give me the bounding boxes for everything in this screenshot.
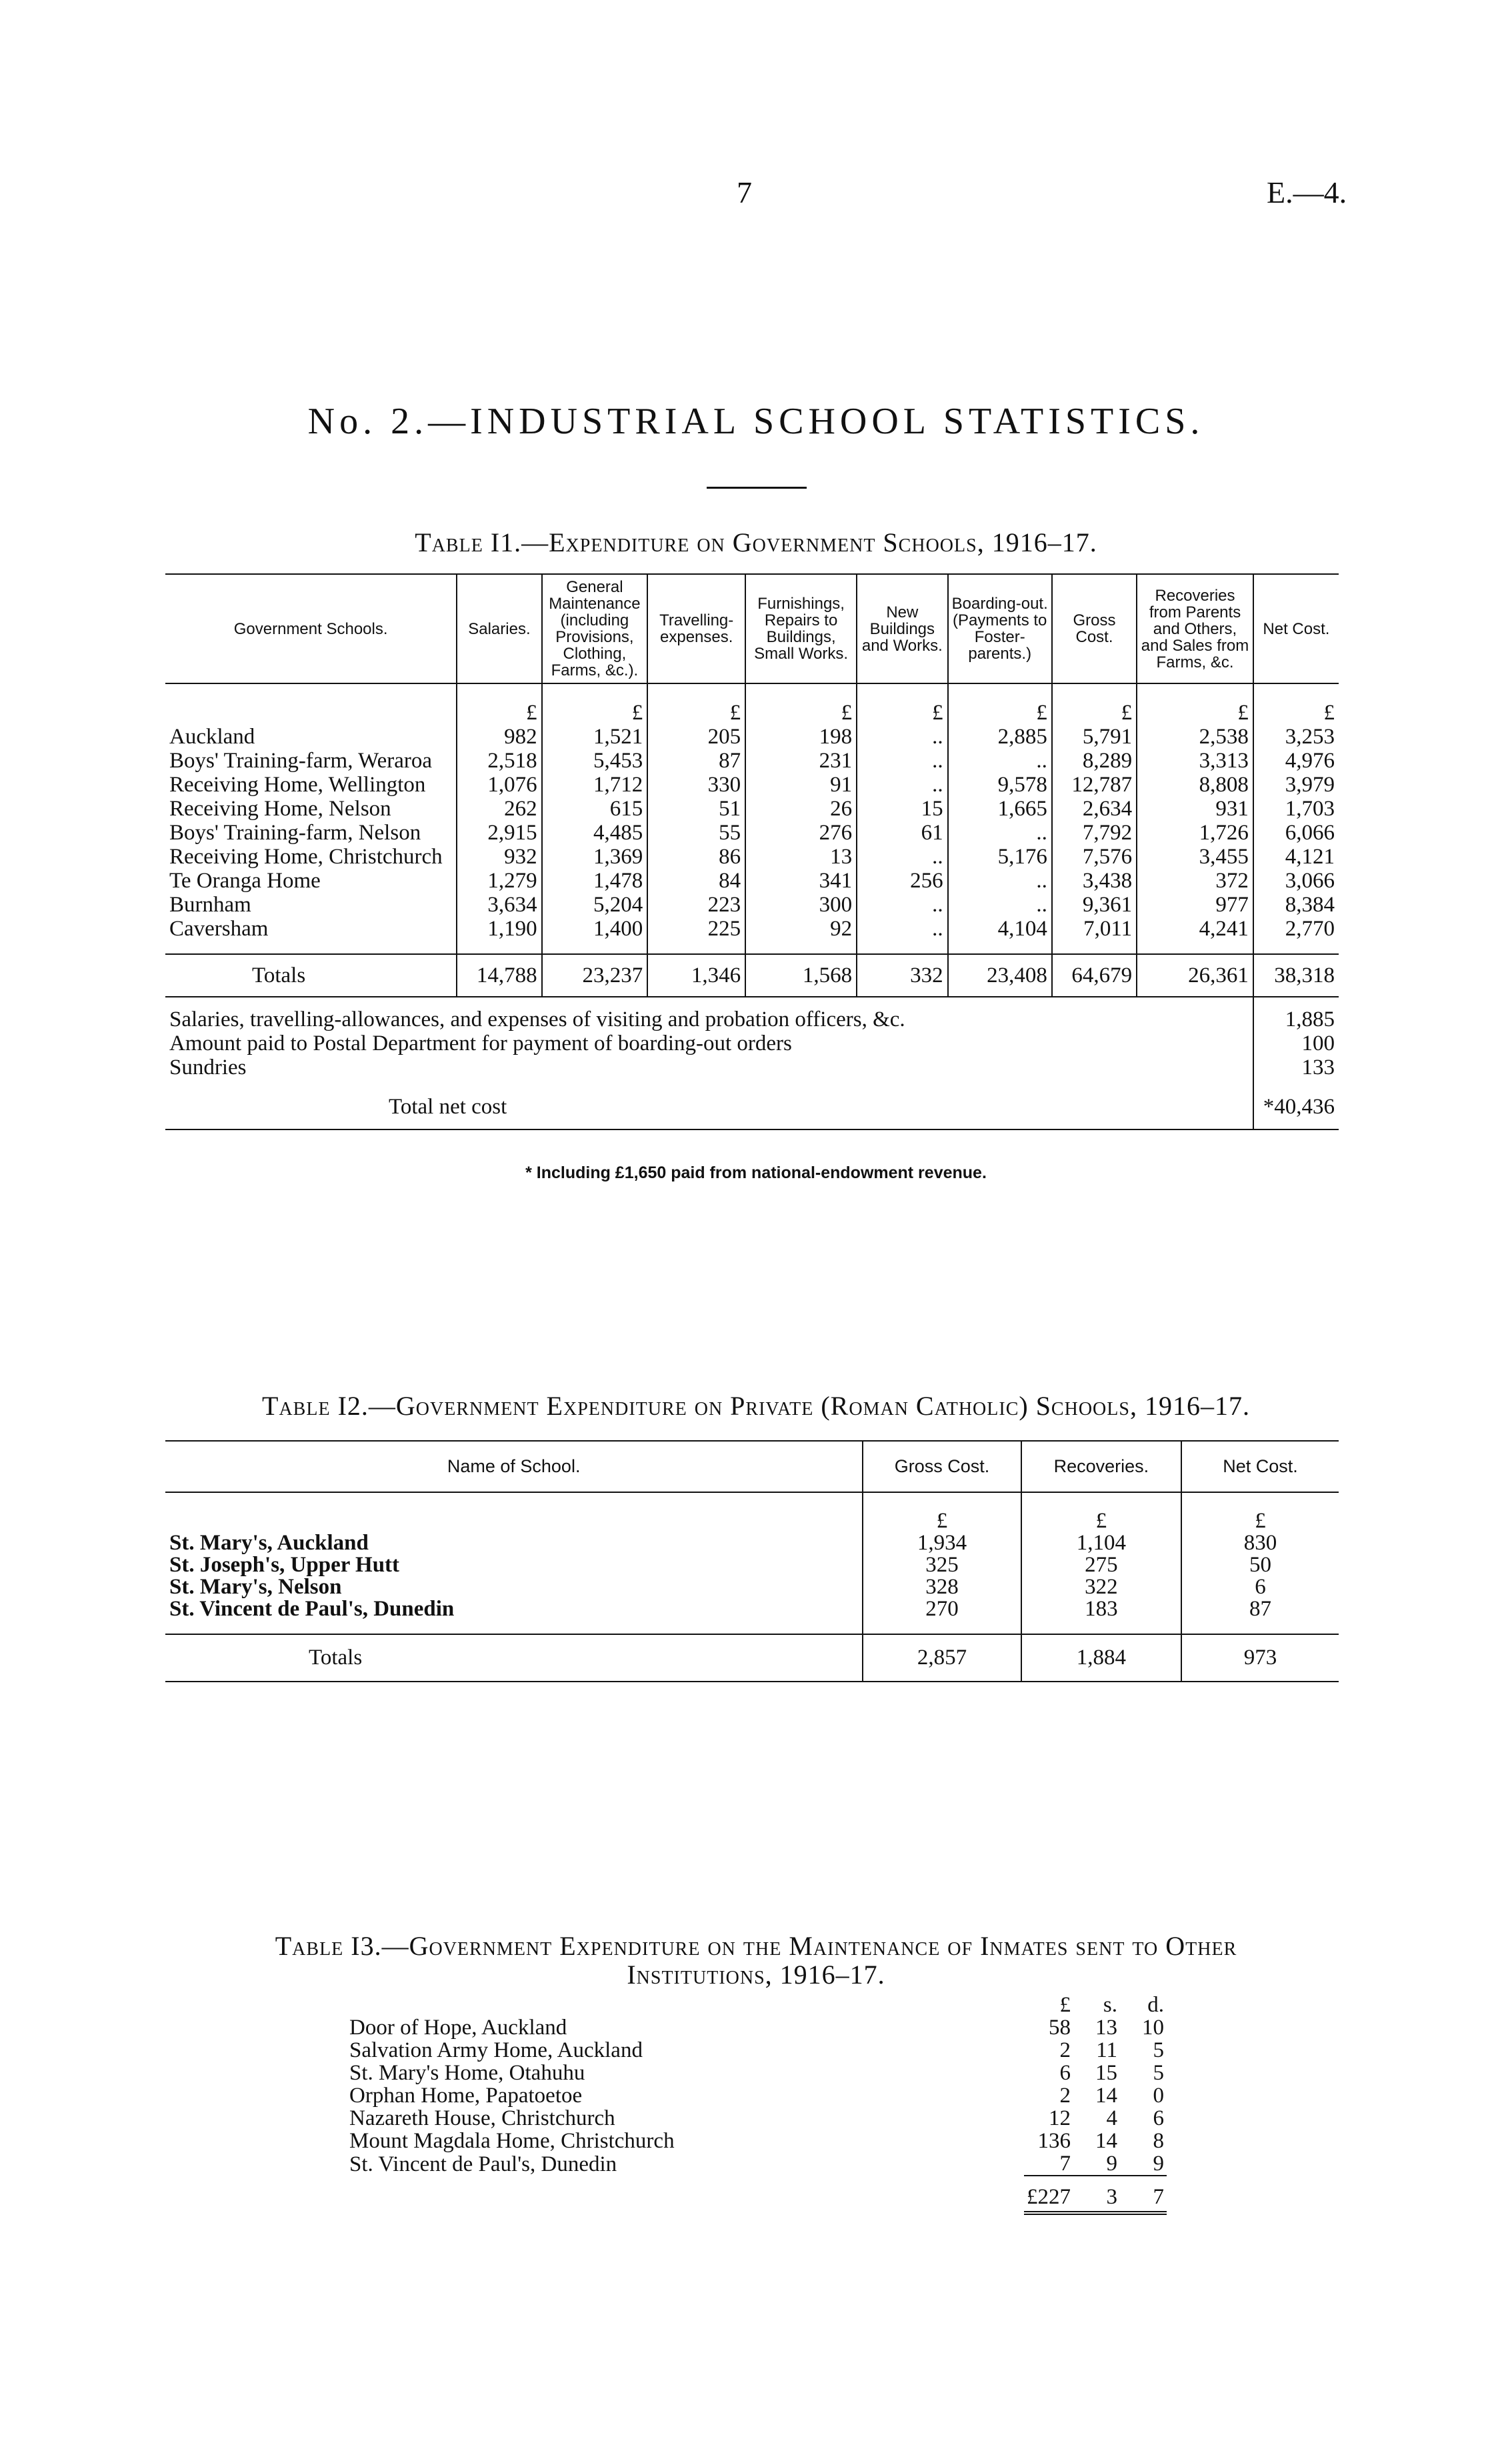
- col-header: New Buildings and Works.: [857, 574, 948, 683]
- table-row: [165, 845, 1339, 869]
- col-header: Boarding-out. (Payments to Foster-parents.): [948, 574, 1052, 683]
- school-name: St. Mary's, Auckland: [169, 1531, 369, 1555]
- cell: 2,915: [457, 821, 541, 845]
- unit-label: £: [457, 683, 541, 725]
- cell: ..: [948, 821, 1052, 845]
- table12: [165, 1440, 1339, 1682]
- table-row: [165, 725, 1339, 749]
- cell: 332: [857, 954, 948, 997]
- school-name: Boys' Training-farm, Weraroa: [169, 749, 433, 773]
- cell: 14: [1095, 2084, 1117, 2108]
- cell: 1,884: [1021, 1634, 1181, 1682]
- school-name: Receiving Home, Nelson: [169, 797, 391, 821]
- cell: 7,011: [1052, 917, 1137, 954]
- cell: 8,384: [1253, 893, 1339, 917]
- cell: 10: [1142, 2016, 1164, 2040]
- extra-row: [165, 1031, 1339, 1055]
- cell: 3,634: [457, 893, 541, 917]
- cell: £227: [1024, 2176, 1073, 2213]
- cell: 270: [863, 1598, 1021, 1634]
- unit-label: £: [948, 683, 1052, 725]
- table-row: [347, 2039, 1167, 2062]
- cell: 51: [647, 797, 745, 821]
- cell: 322: [1021, 1576, 1181, 1598]
- cell: 1,478: [542, 869, 648, 893]
- school-name: Receiving Home, Christchurch: [169, 845, 443, 869]
- cell: 1,104: [1021, 1532, 1181, 1554]
- cell: 2,885: [948, 725, 1052, 749]
- cell: ..: [948, 893, 1052, 917]
- unit-label: £: [1021, 1492, 1181, 1532]
- cell: 2,538: [1137, 725, 1253, 749]
- cell: 8: [1153, 2129, 1164, 2153]
- cell: 26: [745, 797, 857, 821]
- cell: 4: [1106, 2106, 1117, 2130]
- extra-label: Salaries, travelling-allowances, and expenses of visiting and probation officers, &c.: [169, 1007, 905, 1031]
- school-name: Receiving Home, Wellington: [169, 773, 426, 797]
- cell: 223: [647, 893, 745, 917]
- cell: 275: [1021, 1554, 1181, 1576]
- cell: 4,121: [1253, 845, 1339, 869]
- col-header: Gross Cost.: [863, 1441, 1021, 1492]
- cell: 2: [1059, 2084, 1071, 2108]
- cell: 136: [1037, 2129, 1071, 2153]
- totals-row: [165, 954, 1339, 997]
- totals-row: [165, 1634, 1339, 1682]
- cell: 3,253: [1253, 725, 1339, 749]
- table-row: [165, 749, 1339, 773]
- cell: 6,066: [1253, 821, 1339, 845]
- col-header: Travelling-expenses.: [647, 574, 745, 683]
- table-row: [165, 869, 1339, 893]
- institution-name: Mount Magdala Home, Christchurch: [349, 2129, 675, 2153]
- cell: 23,408: [948, 954, 1052, 997]
- table-row: [165, 1598, 1339, 1634]
- table-row: [165, 1554, 1339, 1576]
- col-header: d.: [1147, 1993, 1164, 2017]
- table13: [347, 1994, 1167, 2215]
- cell: 86: [647, 845, 745, 869]
- cell: 372: [1137, 869, 1253, 893]
- cell: 830: [1181, 1532, 1339, 1554]
- title-divider: [707, 487, 807, 489]
- unit-label: £: [863, 1492, 1021, 1532]
- cell: 198: [745, 725, 857, 749]
- cell: 50: [1181, 1554, 1339, 1576]
- cell: 58: [1049, 2016, 1071, 2040]
- cell: 91: [745, 773, 857, 797]
- institution-name: Orphan Home, Papatoetoe: [349, 2084, 583, 2108]
- cell: ..: [857, 893, 948, 917]
- table-row: [165, 1532, 1339, 1554]
- cell: 1,076: [457, 773, 541, 797]
- cell: 183: [1021, 1598, 1181, 1634]
- cell: 325: [863, 1554, 1021, 1576]
- table12-header: [165, 1441, 1339, 1492]
- table-row: [347, 2107, 1167, 2130]
- cell: 1,346: [647, 954, 745, 997]
- table-row: [347, 2130, 1167, 2152]
- cell: 5: [1153, 2038, 1164, 2062]
- table13-title-line2: Institutions, 1916–17.: [627, 1960, 885, 1990]
- table-row: [165, 773, 1339, 797]
- institution-name: Door of Hope, Auckland: [349, 2016, 567, 2040]
- cell: 256: [857, 869, 948, 893]
- cell: ..: [948, 869, 1052, 893]
- cell: 4,241: [1137, 917, 1253, 954]
- table-row: [347, 2016, 1167, 2039]
- cell: 5,176: [948, 845, 1052, 869]
- cell: 6: [1059, 2061, 1071, 2085]
- unit-label: £: [647, 683, 745, 725]
- cell: 8,289: [1052, 749, 1137, 773]
- extra-label: Amount paid to Postal Department for payment of boarding-out orders: [169, 1031, 792, 1055]
- cell: 615: [542, 797, 648, 821]
- cell: 977: [1137, 893, 1253, 917]
- cell: 1,665: [948, 797, 1052, 821]
- net-row: [165, 1079, 1339, 1129]
- cell: ..: [857, 725, 948, 749]
- cell: 6: [1153, 2106, 1164, 2130]
- cell: 2,634: [1052, 797, 1137, 821]
- table-row: [165, 893, 1339, 917]
- cell: 133: [1253, 1055, 1339, 1079]
- table-row: [165, 1576, 1339, 1598]
- totals-label: Totals: [165, 1634, 863, 1682]
- cell: 15: [857, 797, 948, 821]
- table-row: [165, 797, 1339, 821]
- col-header: Net Cost.: [1181, 1441, 1339, 1492]
- cell: ..: [857, 773, 948, 797]
- cell: 13: [745, 845, 857, 869]
- cell: 1,521: [542, 725, 648, 749]
- cell: 2: [1059, 2038, 1071, 2062]
- col-header: Net Cost.: [1253, 574, 1339, 683]
- cell: 341: [745, 869, 857, 893]
- cell: 13: [1095, 2016, 1117, 2040]
- table-row: [165, 917, 1339, 954]
- table11-header: [165, 574, 1339, 683]
- col-header: £: [1059, 1993, 1071, 2017]
- unit-label: £: [542, 683, 648, 725]
- cell: ..: [948, 749, 1052, 773]
- institution-name: Salvation Army Home, Auckland: [349, 2038, 643, 2062]
- cell: ..: [857, 749, 948, 773]
- cell: 9,578: [948, 773, 1052, 797]
- totals-label: Totals: [165, 954, 457, 997]
- cell: ..: [857, 917, 948, 954]
- cell: 61: [857, 821, 948, 845]
- cell: 2,857: [863, 1634, 1021, 1682]
- cell: 3,313: [1137, 749, 1253, 773]
- cell: 973: [1181, 1634, 1339, 1682]
- cell: 15: [1095, 2061, 1117, 2085]
- school-name: Auckland: [169, 725, 255, 749]
- cell: 1,279: [457, 869, 541, 893]
- cell: 1,726: [1137, 821, 1253, 845]
- col-header: General Maintenance (including Provisions, Clothing, Farms, &c.).: [542, 574, 648, 683]
- cell: 14: [1095, 2129, 1117, 2153]
- cell: 225: [647, 917, 745, 954]
- institution-name: St. Vincent de Paul's, Dunedin: [349, 2152, 617, 2176]
- col-header: s.: [1103, 1993, 1117, 2017]
- extra-row: [165, 1055, 1339, 1079]
- cell: 3,066: [1253, 869, 1339, 893]
- table11-title: Table I1.—Expenditure on Government Schools, 1916–17.: [415, 527, 1097, 557]
- document-reference: E.—4.: [1267, 175, 1347, 209]
- cell: 0: [1153, 2084, 1164, 2108]
- school-name: Caversham: [169, 917, 269, 941]
- school-name: St. Joseph's, Upper Hutt: [169, 1553, 400, 1577]
- school-name: St. Vincent de Paul's, Dunedin: [169, 1597, 455, 1621]
- cell: 1,568: [745, 954, 857, 997]
- unit-label: £: [1137, 683, 1253, 725]
- cell: 7: [1120, 2176, 1167, 2213]
- cell: 100: [1253, 1031, 1339, 1055]
- cell: 2,770: [1253, 917, 1339, 954]
- cell: 1,369: [542, 845, 648, 869]
- table11: [165, 573, 1339, 1130]
- cell: 8,808: [1137, 773, 1253, 797]
- cell: 87: [1181, 1598, 1339, 1634]
- cell: 6: [1181, 1576, 1339, 1598]
- cell: 330: [647, 773, 745, 797]
- cell: 3: [1073, 2176, 1120, 2213]
- col-header: Name of School.: [447, 1456, 581, 1476]
- cell: 7,792: [1052, 821, 1137, 845]
- cell: 64,679: [1052, 954, 1137, 997]
- cell: 55: [647, 821, 745, 845]
- col-header: Furnishings, Repairs to Buildings, Small Works.: [745, 574, 857, 683]
- cell: 3,979: [1253, 773, 1339, 797]
- cell: 5,791: [1052, 725, 1137, 749]
- institution-name: Nazareth House, Christchurch: [349, 2106, 615, 2130]
- column-header-row: [347, 1994, 1167, 2016]
- cell: 38,318: [1253, 954, 1339, 997]
- cell: 5,453: [542, 749, 648, 773]
- unit-label: £: [1181, 1492, 1339, 1532]
- extra-label: Sundries: [169, 1055, 247, 1079]
- cell: 7,576: [1052, 845, 1137, 869]
- cell: 7: [1059, 2152, 1071, 2176]
- cell: 3,438: [1052, 869, 1137, 893]
- cell: 12: [1049, 2106, 1071, 2130]
- cell: 1,400: [542, 917, 648, 954]
- table-row: [347, 2084, 1167, 2107]
- page-title: No. 2.—INDUSTRIAL SCHOOL STATISTICS.: [307, 401, 1205, 442]
- col-header: Gross Cost.: [1052, 574, 1137, 683]
- table12-title: Table I2.—Government Expenditure on Private (Roman Catholic) Schools, 1916–17.: [262, 1391, 1250, 1421]
- cell: 931: [1137, 797, 1253, 821]
- cell: 26,361: [1137, 954, 1253, 997]
- institution-name: St. Mary's Home, Otahuhu: [349, 2061, 585, 2085]
- page-number: 7: [737, 175, 752, 209]
- col-header: Recoveries from Parents and Others, and Sales from Farms, &c.: [1137, 574, 1253, 683]
- table-row: [347, 2062, 1167, 2084]
- cell: 1,934: [863, 1532, 1021, 1554]
- cell: 2,518: [457, 749, 541, 773]
- extra-row: [165, 997, 1339, 1031]
- unit-label: £: [745, 683, 857, 725]
- col-header: Recoveries.: [1021, 1441, 1181, 1492]
- cell: 84: [647, 869, 745, 893]
- cell: 5: [1153, 2061, 1164, 2085]
- cell: 12,787: [1052, 773, 1137, 797]
- cell: 9,361: [1052, 893, 1137, 917]
- table-row: [165, 821, 1339, 845]
- unit-row: [165, 683, 1339, 725]
- cell: 4,485: [542, 821, 648, 845]
- school-name: Boys' Training-farm, Nelson: [169, 821, 421, 845]
- cell: ..: [857, 845, 948, 869]
- cell: 300: [745, 893, 857, 917]
- cell: 4,976: [1253, 749, 1339, 773]
- cell: *40,436: [1253, 1079, 1339, 1129]
- cell: 932: [457, 845, 541, 869]
- school-name: Burnham: [169, 893, 251, 917]
- cell: 276: [745, 821, 857, 845]
- cell: 262: [457, 797, 541, 821]
- cell: 1,885: [1253, 997, 1339, 1031]
- cell: 14,788: [457, 954, 541, 997]
- cell: 3,455: [1137, 845, 1253, 869]
- cell: 11: [1096, 2038, 1117, 2062]
- total-row: [347, 2176, 1167, 2213]
- unit-label: £: [1052, 683, 1137, 725]
- cell: 1,712: [542, 773, 648, 797]
- cell: 9: [1106, 2152, 1117, 2176]
- unit-label: £: [857, 683, 948, 725]
- school-name: Te Oranga Home: [169, 869, 321, 893]
- cell: 205: [647, 725, 745, 749]
- table-row: [347, 2152, 1167, 2176]
- col-header: Salaries.: [457, 574, 541, 683]
- cell: 87: [647, 749, 745, 773]
- footnote: * Including £1,650 paid from national-endowment revenue.: [525, 1163, 987, 1182]
- cell: 328: [863, 1576, 1021, 1598]
- school-name: St. Mary's, Nelson: [169, 1575, 342, 1599]
- cell: 1,190: [457, 917, 541, 954]
- cell: 231: [745, 749, 857, 773]
- table13-title-line1: Table I3.—Government Expenditure on the Maintenance of Inmates sent to Other: [275, 1931, 1237, 1961]
- unit-label: £: [1253, 683, 1339, 725]
- col-header: Government Schools.: [233, 619, 388, 638]
- cell: 4,104: [948, 917, 1052, 954]
- unit-row: [165, 1492, 1339, 1532]
- cell: 982: [457, 725, 541, 749]
- cell: 9: [1153, 2152, 1164, 2176]
- cell: 92: [745, 917, 857, 954]
- cell: 23,237: [542, 954, 648, 997]
- cell: 1,703: [1253, 797, 1339, 821]
- cell: 5,204: [542, 893, 648, 917]
- net-label: Total net cost: [165, 1079, 1253, 1129]
